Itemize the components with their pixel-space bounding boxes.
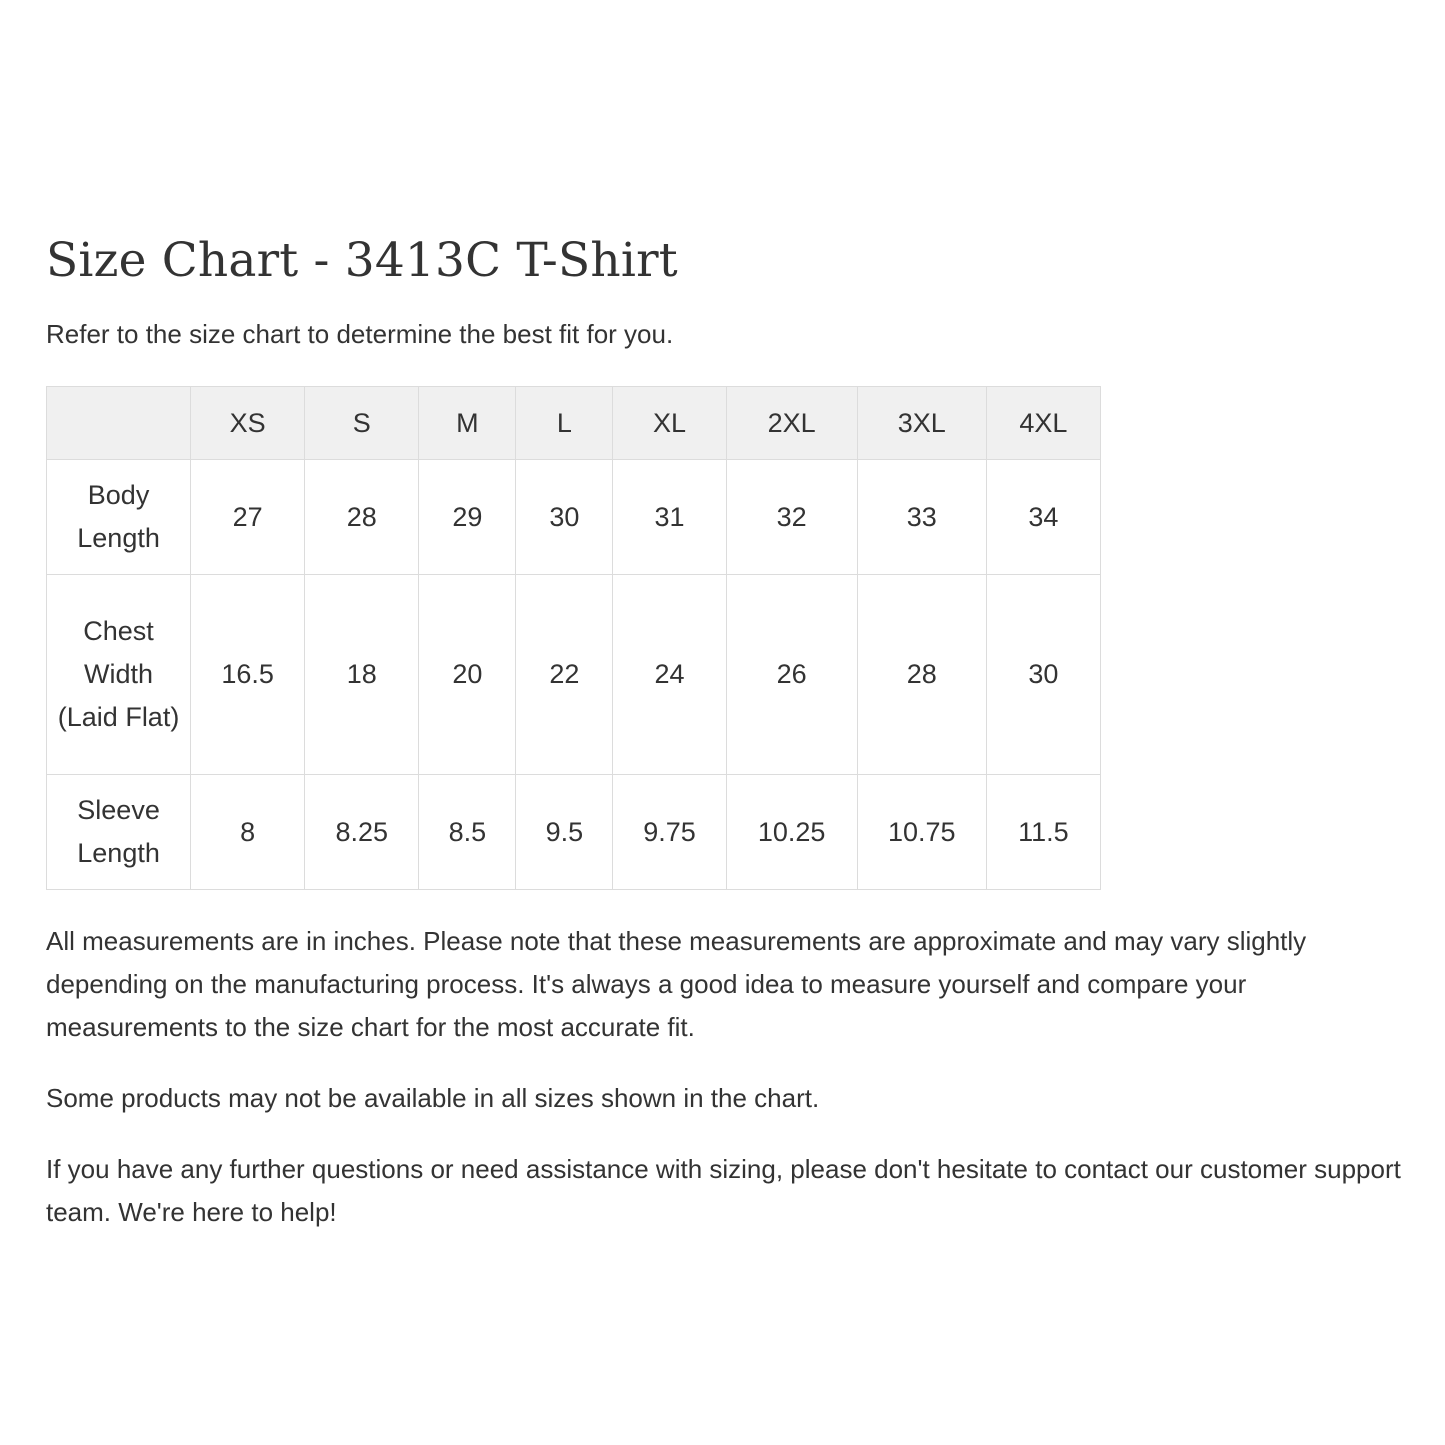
table-cell: 8.5 xyxy=(419,775,516,890)
table-corner-cell xyxy=(47,387,191,460)
page-title: Size Chart - 3413C T-Shirt xyxy=(46,233,678,288)
table-cell: 9.75 xyxy=(613,775,726,890)
row-label: Body Length xyxy=(47,460,191,575)
availability-note: Some products may not be available in all sizes shown in the chart. xyxy=(46,1083,820,1113)
table-cell: 24 xyxy=(613,575,726,775)
size-header-m: M xyxy=(419,387,516,460)
table-cell: 27 xyxy=(191,460,305,575)
table-cell: 31 xyxy=(613,460,726,575)
table-cell: 18 xyxy=(305,575,419,775)
row-label: Chest Width (Laid Flat) xyxy=(47,575,191,775)
table-cell: 28 xyxy=(857,575,986,775)
size-header-3xl: 3XL xyxy=(857,387,986,460)
table-cell: 11.5 xyxy=(986,775,1100,890)
table-header-row xyxy=(47,387,1101,460)
table-cell: 28 xyxy=(305,460,419,575)
table-cell: 33 xyxy=(857,460,986,575)
size-header-xs: XS xyxy=(191,387,305,460)
table-cell: 10.75 xyxy=(857,775,986,890)
table-row-body-length xyxy=(47,460,1101,575)
table-cell: 8.25 xyxy=(305,775,419,890)
table-cell: 30 xyxy=(986,575,1100,775)
table-cell: 29 xyxy=(419,460,516,575)
table-cell: 10.25 xyxy=(726,775,857,890)
table-cell: 32 xyxy=(726,460,857,575)
table-cell: 9.5 xyxy=(516,775,613,890)
table-row-sleeve-length xyxy=(47,775,1101,890)
table-cell: 20 xyxy=(419,575,516,775)
size-header-xl: XL xyxy=(613,387,726,460)
table-cell: 34 xyxy=(986,460,1100,575)
size-chart-table xyxy=(46,386,1101,890)
row-label: Sleeve Length xyxy=(47,775,191,890)
table-cell: 26 xyxy=(726,575,857,775)
table-row-chest-width xyxy=(47,575,1101,775)
size-notes xyxy=(46,920,1406,1234)
size-header-4xl: 4XL xyxy=(986,387,1100,460)
size-chart-page xyxy=(46,226,1406,1262)
size-header-s: S xyxy=(305,387,419,460)
table-cell: 22 xyxy=(516,575,613,775)
support-note: If you have any further questions or need assistance with sizing, please don't hesitate to contact our customer support team. We're here to help! xyxy=(46,1154,1401,1227)
table-cell: 30 xyxy=(516,460,613,575)
table-cell: 16.5 xyxy=(191,575,305,775)
size-header-2xl: 2XL xyxy=(726,387,857,460)
intro-text: Refer to the size chart to determine the best fit for you. xyxy=(46,319,674,349)
size-header-l: L xyxy=(516,387,613,460)
table-cell: 8 xyxy=(191,775,305,890)
measurement-note: All measurements are in inches. Please note that these measurements are approximate and may vary slightly depending on the manufacturing process. It's always a good idea to measure yourself and compare your measurements to the size chart for the most accurate fit. xyxy=(46,926,1307,1042)
